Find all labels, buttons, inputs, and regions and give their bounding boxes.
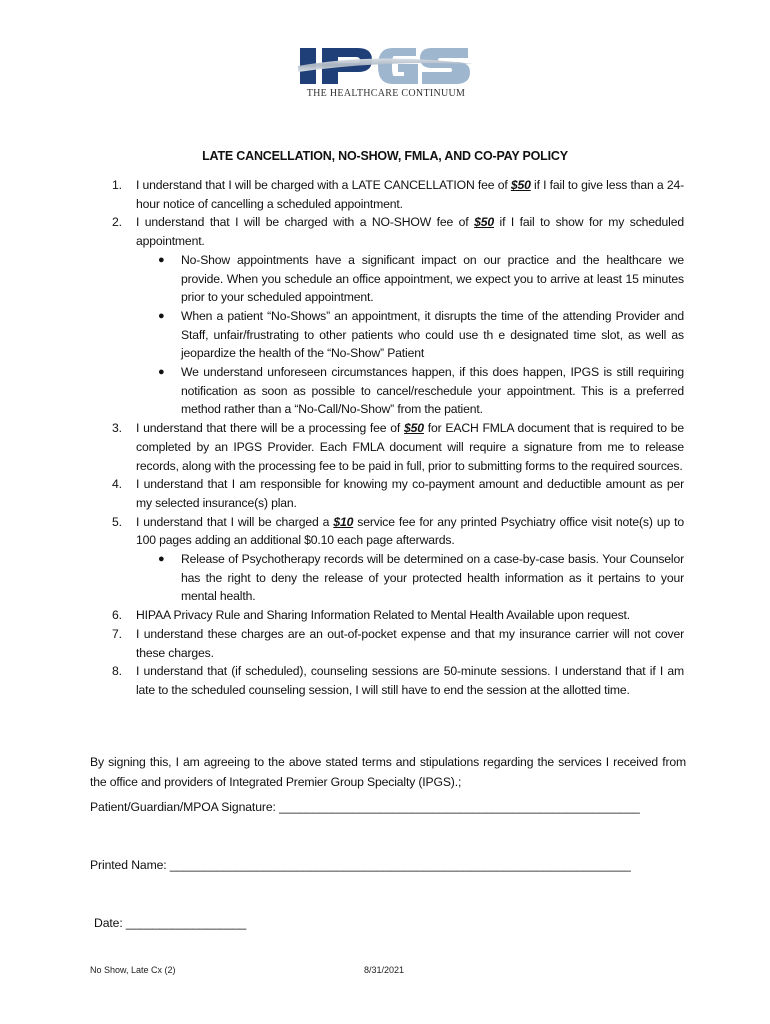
policy-item xyxy=(94,213,684,419)
policy-item-text xyxy=(136,608,630,622)
policy-sub-list xyxy=(136,550,684,606)
policy-item-text-start: I understand that (if scheduled), counseling sessions are 50-minute sessions. I understand that if I am late to the scheduled counseling session, I will still have to end the session at the allotted time. xyxy=(136,664,684,697)
policy-item-text-start: I understand that I will be charged with a LATE CANCELLATION fee of xyxy=(136,178,511,192)
policy-item-text xyxy=(136,421,684,472)
policy-bullet-text: No-Show appointments have a significant impact on our practice and the healthcare we provide. When you schedule an office appointment, we expect you to arrive at least 15 minutes prior to your scheduled appointment. xyxy=(181,252,684,305)
policy-bullet-item xyxy=(136,550,684,606)
policy-item-number: 4. xyxy=(112,477,122,492)
ipgs-logo-mark xyxy=(296,44,476,88)
policy-item-text-start: HIPAA Privacy Rule and Sharing Information Related to Mental Health Available upon request. xyxy=(136,608,631,623)
policy-item xyxy=(94,419,684,475)
date-field[interactable]: Date: __________________ xyxy=(94,916,247,930)
policy-item-number: 1. xyxy=(112,178,122,192)
printed-name-field[interactable]: Printed Name: _____________________________________________________________________ xyxy=(90,858,631,872)
logo-tagline: THE HEALTHCARE CONTINUUM xyxy=(306,88,466,99)
policy-item-text-start: I understand these charges are an out-of-pocket expense and that my insurance carrier will not cover these charges. xyxy=(136,626,684,660)
fee-amount: $50 xyxy=(510,178,531,192)
footer-date: 8/31/2021 xyxy=(364,965,405,975)
policy-item-number: 5. xyxy=(112,514,122,529)
policy-item xyxy=(94,475,684,512)
ipgs-logo xyxy=(296,44,476,104)
policy-item-text xyxy=(136,515,684,548)
policy-item-text xyxy=(136,477,684,510)
policy-item-text-start: I understand that I will be charged with a NO-SHOW fee of xyxy=(136,215,475,230)
policy-item xyxy=(94,176,684,213)
policy-item-text-start: I understand that I will be charged a xyxy=(136,514,334,529)
policy-item-text xyxy=(136,215,684,248)
policy-list xyxy=(94,176,684,700)
signature-field[interactable]: Patient/Guardian/MPOA Signature: ______________________________________________________ xyxy=(90,800,640,814)
policy-item-text xyxy=(136,664,684,697)
bullet-icon: ● xyxy=(158,366,165,379)
fee-amount: $50 xyxy=(404,421,424,436)
policy-item-number: 7. xyxy=(112,626,122,641)
policy-bullet-text: When a patient “No-Shows” an appointment, it disrupts the time of the attending Provider and Staff, unfair/frustrating to other patients who could use th e designated time slot, as well as jeopardize the health of the “No-Show” Patient xyxy=(181,308,684,361)
policy-item-text-end: if I fail to give less than a 24-hour notice of cancelling a scheduled appointment. xyxy=(136,178,684,211)
policy-item xyxy=(94,662,684,699)
policy-bullet-item xyxy=(136,307,684,363)
policy-bullet-text: Release of Psychotherapy records will be determined on a case-by-case basis. Your Counselor has the right to deny the release of your protected health information as it pertains to your mental health. xyxy=(181,552,684,604)
policy-sub-list xyxy=(136,251,684,419)
page-title: LATE CANCELLATION, NO-SHOW, FMLA, AND CO-PAY POLICY xyxy=(202,149,568,163)
policy-item-text-start: I understand that there will be a processing fee of xyxy=(136,421,404,436)
footer-document-name: No Show, Late Cx (2) xyxy=(90,965,176,975)
signing-statement: By signing this, I am agreeing to the above stated terms and stipulations regarding the services I received from the office and providers of Integrated Premier Group Specialty (IPGS).; xyxy=(90,755,686,789)
bullet-icon: ● xyxy=(158,253,165,266)
policy-item-text xyxy=(136,178,684,211)
bullet-icon: ● xyxy=(158,553,165,566)
policy-item-number: 8. xyxy=(112,664,122,679)
policy-item-text-end: for EACH FMLA document that is required to be completed by an IPGS Provider. Each FMLA document will require a signature from me to release records, along with the processing fee to be paid in full, prior to submitting forms to the required sources. xyxy=(136,421,685,473)
bullet-icon: ● xyxy=(158,309,165,322)
policy-item-number: 6. xyxy=(112,608,122,623)
policy-bullet-item xyxy=(136,251,684,307)
policy-item xyxy=(94,513,684,607)
policy-item-text-start: I understand that I am responsible for knowing my co-payment amount and deductible amount as per my selected insurance(s) plan. xyxy=(136,477,684,510)
policy-bullet-item xyxy=(136,363,684,419)
policy-item-number: 2. xyxy=(112,215,122,230)
policy-item xyxy=(94,625,684,662)
policy-item-number: 3. xyxy=(112,421,122,436)
fee-amount: $50 xyxy=(474,215,494,230)
fee-amount: $10 xyxy=(333,514,354,529)
policy-item-text-end: service fee for any printed Psychiatry office visit note(s) up to 100 pages adding an additional $0.10 each page afterwards. xyxy=(136,514,685,548)
policy-item xyxy=(94,606,684,625)
policy-item-text xyxy=(136,627,684,660)
policy-item-text-end: if I fail to show for my scheduled appointment. xyxy=(136,215,684,249)
policy-bullet-text: We understand unforeseen circumstances happen, if this does happen, IPGS is still requiring notification as soon as possible to cancel/reschedule your appointment. This is a preferred method rather than a “No-Call/No-Show” from the patient. xyxy=(181,365,684,417)
